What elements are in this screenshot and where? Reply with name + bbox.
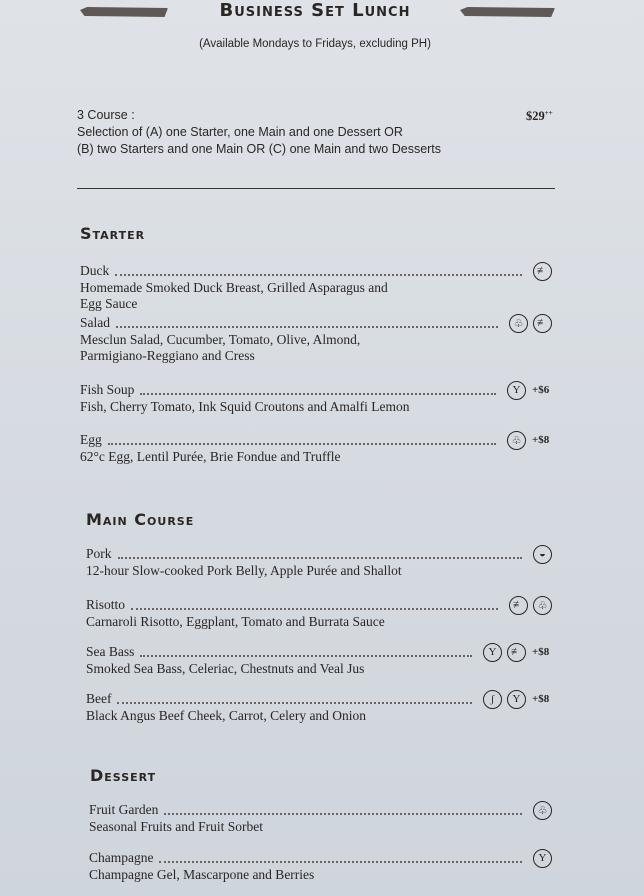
surcharge: +$8 — [532, 693, 550, 705]
set-line-1: Selection of (A) one Starter, one Main and one Dessert OR — [77, 125, 403, 139]
menu-title: Business Set Lunch — [219, 0, 411, 21]
leaf-icon: ♧ — [507, 431, 526, 450]
surcharge: +$8 — [532, 646, 550, 658]
menu-item — [80, 262, 552, 312]
dot-leader — [164, 805, 522, 815]
menu-item — [80, 431, 552, 465]
item-name: Salad — [80, 315, 110, 330]
set-description — [77, 107, 441, 158]
item-name: Fruit Garden — [89, 802, 159, 817]
decorative-brush-left — [80, 7, 168, 17]
item-name: Sea Bass — [86, 644, 135, 659]
menu-item — [86, 690, 552, 724]
item-description: Fish, Cherry Tomato, Ink Squid Croutons and Amalfi Lemon — [80, 399, 410, 414]
set-line-2: (B) two Starters and one Main OR (C) one Main and two Desserts — [77, 142, 442, 156]
item-description: 12-hour Slow-cooked Pork Belly, Apple Purée and Shallot — [86, 563, 402, 578]
item-name: Risotto — [86, 597, 126, 612]
menu-item — [86, 545, 552, 579]
item-description: Champagne Gel, Mascarpone and Berries — [89, 867, 315, 882]
section-title: Dessert — [90, 766, 157, 785]
price-value: $29 — [526, 109, 545, 124]
menu-item — [80, 381, 552, 415]
menu-item — [89, 849, 552, 883]
menu-item — [86, 643, 552, 677]
item-description: 62°c Egg, Lentil Purée, Brie Fondue and Truffle — [80, 449, 341, 464]
set-price — [526, 109, 553, 124]
dot-leader — [116, 318, 498, 328]
item-description: Smoked Sea Bass, Celeriac, Chestnuts and Veal Jus — [86, 661, 365, 676]
surcharge: +$8 — [532, 434, 550, 446]
dot-leader — [115, 266, 522, 276]
divider — [77, 188, 555, 189]
menu-item — [80, 314, 552, 364]
item-description: Homemade Smoked Duck Breast, Grilled Asparagus and Egg Sauce — [80, 280, 388, 311]
leaf-icon: ♧ — [533, 801, 552, 820]
dot-leader — [140, 647, 472, 657]
item-description: Carnaroli Risotto, Eggplant, Tomato and Burrata Sauce — [86, 614, 385, 629]
dot-leader — [131, 600, 498, 610]
decorative-brush-right — [460, 7, 555, 17]
surcharge: +$6 — [532, 384, 550, 396]
item-description: Seasonal Fruits and Fruit Sorbet — [89, 819, 263, 834]
availability-note: (Available Mondays to Fridays, excluding PH) — [199, 38, 431, 50]
item-name: Champagne — [89, 850, 154, 865]
dot-leader — [117, 694, 472, 704]
item-name: Beef — [86, 691, 112, 706]
leaf-icon: ♧ — [533, 596, 552, 615]
item-name: Pork — [86, 546, 112, 561]
menu-item — [89, 801, 552, 835]
item-description: Black Angus Beef Cheek, Carrot, Celery and Onion — [86, 708, 367, 723]
section-title: Main Course — [86, 510, 195, 529]
item-description: Mesclun Salad, Cucumber, Tomato, Olive, Almond, Parmigiano-Reggiano and Cress — [80, 332, 361, 363]
wheat-icon: ≢ — [533, 314, 552, 333]
wine-glass-icon: Y — [483, 643, 502, 662]
wine-glass-icon: Y — [507, 690, 526, 709]
set-label: 3 Course : — [77, 108, 135, 122]
wine-glass-icon: Y — [507, 381, 526, 400]
leaf-icon: ♧ — [509, 314, 528, 333]
item-name: Fish Soup — [80, 382, 135, 397]
item-name: Duck — [80, 263, 110, 278]
pig-icon: ◒ — [533, 545, 552, 564]
wheat-icon: ≢ — [509, 596, 528, 615]
item-name: Egg — [80, 432, 102, 447]
menu-item — [86, 596, 552, 630]
section-title: Starter — [80, 224, 146, 243]
dot-leader — [140, 385, 496, 395]
dot-leader — [159, 853, 522, 863]
wheat-icon: ≢ — [507, 643, 526, 662]
chili-icon: ʃ — [483, 690, 502, 709]
dot-leader — [108, 435, 496, 445]
wheat-icon: ≢ — [533, 262, 552, 281]
price-suffix: ++ — [544, 109, 553, 117]
dot-leader — [118, 549, 522, 559]
wine-glass-icon: Y — [533, 849, 552, 868]
